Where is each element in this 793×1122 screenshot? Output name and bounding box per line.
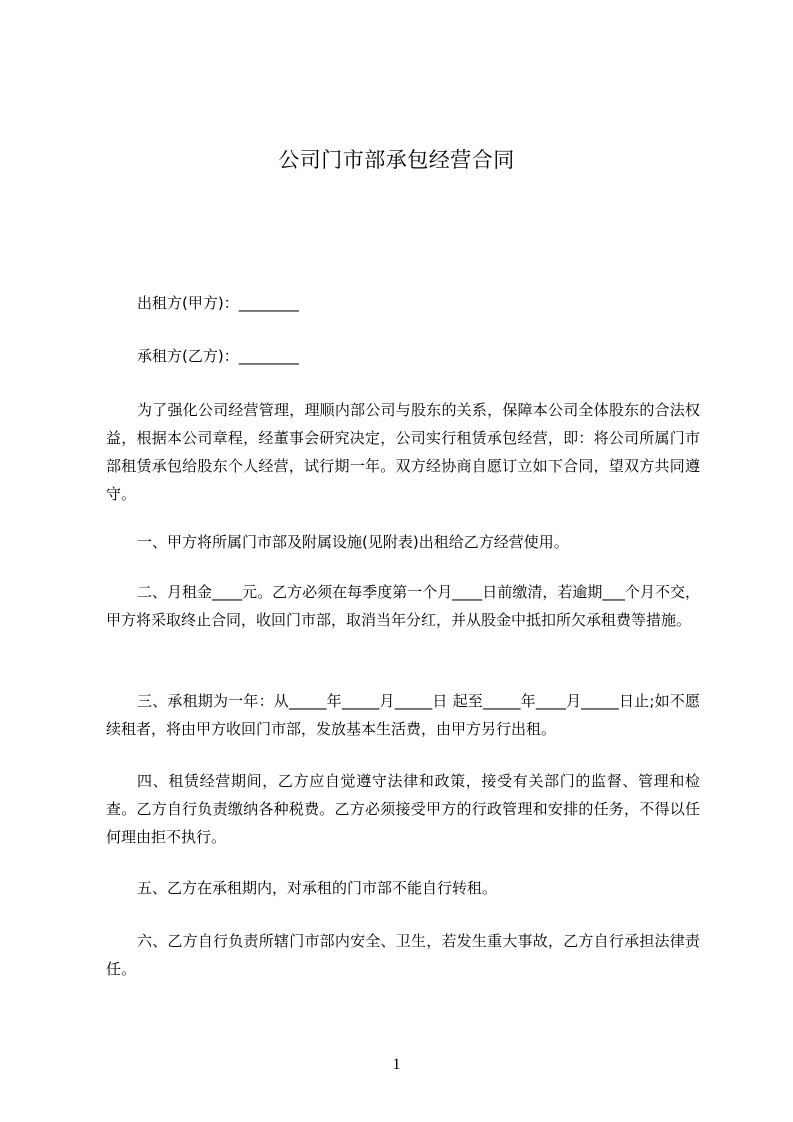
party-b-line: 承租方(乙方)：________ [137,347,299,365]
page-number: 1 [392,1056,401,1073]
document-title: 公司门市部承包经营合同 [278,148,515,172]
clause-2-paragraph: 二、月租金____元。乙方必须在每季度第一个月____日前缴清，若逾期___个月不交，甲方将采取终止合同，收回门市部，取消当年分红，并从股金中抵扣所欠承租费等措施。 [106,583,700,629]
clause-6-paragraph: 六、乙方自行负责所辖门市部内安全、卫生，若发生重大事故，乙方自行承担法律责任。 [106,932,700,978]
clause-3-paragraph: 三、承租期为一年：从_____年_____月_____日 起至_____年____月_____日止;如不愿续租者，将由甲方收回门市部，发放基本生活费，由甲方另行出租。 [106,692,700,738]
clause-4-paragraph: 四、租赁经营期间，乙方应自觉遵守法律和政策，接受有关部门的监督、管理和检查。乙方自行负责缴纳各种税费。乙方必须接受甲方的行政管理和安排的任务，不得以任何理由拒不执行。 [106,772,700,846]
party-a-line: 出租方(甲方)：________ [137,294,299,312]
clause-5-paragraph: 五、乙方在承租期内，对承租的门市部不能自行转租。 [137,879,498,897]
clause-1-paragraph: 一、甲方将所属门市部及附属设施(见附表)出租给乙方经营使用。 [137,533,569,551]
intro-paragraph: 为了强化公司经营管理，理顺内部公司与股东的关系，保障本公司全体股东的合法权益，根据本公司章程，经董事会研究决定，公司实行租赁承包经营，即：将公司所属门市部租赁承包给股东个人经营，试行期一年。双方经协商自愿订立如下合同，望双方共同遵守。 [106,401,700,503]
